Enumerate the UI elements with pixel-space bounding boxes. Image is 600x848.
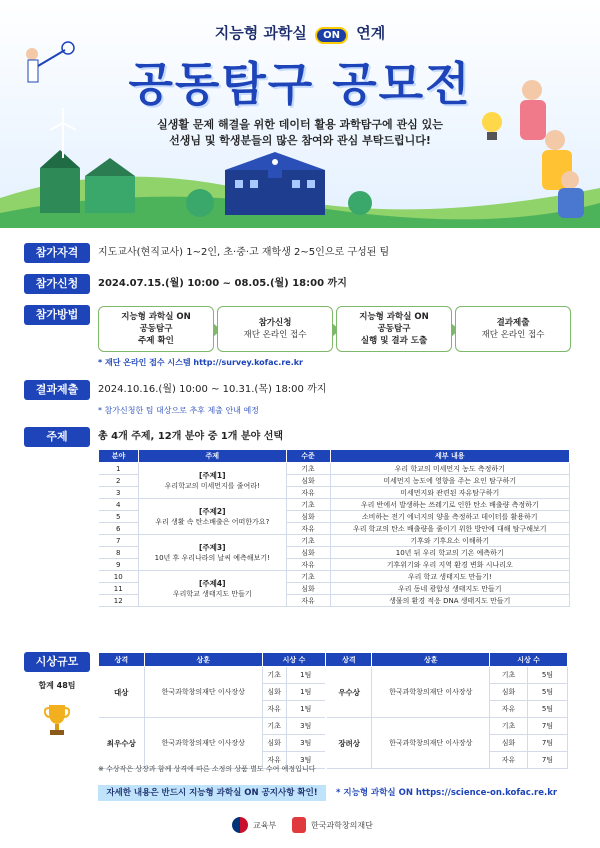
header-count-right: 시상 수 xyxy=(490,653,568,667)
topic-level: 기초 xyxy=(286,535,330,547)
topic-level: 자유 xyxy=(286,559,330,571)
header-grade-right: 상격 xyxy=(326,653,372,667)
topic-field-number: 1 xyxy=(99,463,139,475)
awards-label: 시상규모 xyxy=(24,652,90,672)
topic-row xyxy=(99,499,570,511)
step-1-line-2: 공동탐구 xyxy=(139,324,173,334)
method-steps xyxy=(98,306,568,352)
topic-field-number: 5 xyxy=(99,511,139,523)
step-1-line-3: 주제 확인 xyxy=(138,336,174,346)
desc-line-2: 선생님 및 학생분들의 많은 참여와 관심 부탁드립니다! xyxy=(169,134,431,147)
award-count: 5팀 xyxy=(528,667,568,684)
step-1 xyxy=(98,306,214,352)
topic-level: 심화 xyxy=(286,511,330,523)
eligibility-value: 지도교사(현직교사) 1~2인, 초·중·고 재학생 2~5인으로 구성된 팀 xyxy=(98,247,390,258)
topic-title: 우리 생활 속 탄소배출은 어떠한가요? xyxy=(155,517,270,526)
award-row xyxy=(99,718,568,735)
topic-field-number: 2 xyxy=(99,475,139,487)
step-4-line-1: 결과제출 xyxy=(496,318,530,328)
ministry-logo xyxy=(232,815,276,835)
award-prize: 한국과학창의재단 이사장상 xyxy=(144,667,262,718)
topics-summary: 총 4개 주제, 12개 분야 중 1개 분야 선택 xyxy=(98,431,284,442)
foundation-name: 한국과학창의재단 xyxy=(311,820,373,830)
topic-level: 심화 xyxy=(286,547,330,559)
eligibility-label: 참가자격 xyxy=(24,243,90,263)
award-count: 1팀 xyxy=(286,667,326,684)
science-on-link[interactable]: * 지능형 과학실 ON https://science-on.kofac.re.kr xyxy=(336,788,558,798)
topic-detail: 미세먼지와 관련된 자유탐구하기 xyxy=(330,487,570,499)
award-count: 1팀 xyxy=(286,684,326,701)
topics-row xyxy=(24,427,584,447)
topic-detail: 우리 학교의 미세먼지 농도 측정하기 xyxy=(330,463,570,475)
topic-title: 우리학교의 미세먼지를 줄여라! xyxy=(164,481,260,490)
submission-value: 2024.10.16.(월) 10:00 ~ 10.31.(목) 18:00 까지 xyxy=(98,384,327,395)
topic-detail: 기후와 기후요소 이해하기 xyxy=(330,535,570,547)
header-level: 수준 xyxy=(286,450,330,463)
application-row xyxy=(24,274,584,294)
ministry-name: 교육부 xyxy=(253,820,277,830)
step-1-line-1: 지능형 과학실 ON xyxy=(121,312,191,322)
topic-level: 심화 xyxy=(286,583,330,595)
trophy-icon xyxy=(44,703,70,739)
method-note[interactable]: * 재단 온라인 접수 시스템 http://survey.kofac.re.kr xyxy=(98,358,304,367)
topic-detail: 미세먼지 농도에 영향을 주는 요인 탐구하기 xyxy=(330,475,570,487)
award-level: 심화 xyxy=(490,735,528,752)
award-count: 5팀 xyxy=(528,701,568,718)
award-grade: 장려상 xyxy=(326,718,372,769)
topic-detail: 10년 뒤 우리 학교의 기온 예측하기 xyxy=(330,547,570,559)
topic-row xyxy=(99,463,570,475)
award-level: 심화 xyxy=(262,684,286,701)
topic-detail: 우리 학교의 탄소 배출량을 줄이기 위한 방안에 대해 탐구해보기 xyxy=(330,523,570,535)
step-3-line-1: 지능형 과학실 ON xyxy=(359,312,429,322)
award-level: 자유 xyxy=(262,752,286,769)
wind-turbine-icon xyxy=(48,108,78,158)
topic-detail: 생물의 환경 적응 DNA 생태지도 만들기 xyxy=(330,595,570,607)
topic-level: 기초 xyxy=(286,571,330,583)
header-count-left: 시상 수 xyxy=(262,653,326,667)
topic-level: 기초 xyxy=(286,499,330,511)
submission-note: * 참가신청한 팀 대상으로 추후 제출 안내 예정 xyxy=(98,406,259,415)
awards-footnote: ※ 수상작은 상장과 함께 상격에 따른 소정의 상품 별도 수여 예정입니다 xyxy=(98,765,316,773)
topic-row xyxy=(99,535,570,547)
award-level: 심화 xyxy=(262,735,286,752)
step-3-line-3: 실행 및 결과 도출 xyxy=(360,336,428,346)
topic-field-number: 11 xyxy=(99,583,139,595)
topic-tag: [주제2] xyxy=(198,506,226,516)
topic-field-number: 6 xyxy=(99,523,139,535)
award-level: 기초 xyxy=(262,667,286,684)
application-label: 참가신청 xyxy=(24,274,90,294)
award-grade: 대상 xyxy=(99,667,145,718)
award-count: 7팀 xyxy=(528,718,568,735)
topic-field-number: 8 xyxy=(99,547,139,559)
ministry-emblem-icon xyxy=(232,817,248,833)
awards-total: 합계 48팀 xyxy=(38,681,76,690)
topic-detail: 우리 반에서 발생하는 쓰레기로 인한 탄소 배출량 측정하기 xyxy=(330,499,570,511)
award-count: 3팀 xyxy=(286,735,326,752)
award-level: 자유 xyxy=(490,752,528,769)
topic-field-number: 10 xyxy=(99,571,139,583)
topic-detail: 우리 동네 광합성 생태지도 만들기 xyxy=(330,583,570,595)
header-field: 분야 xyxy=(99,450,139,463)
topic-cell xyxy=(138,535,286,571)
award-grade: 최우수상 xyxy=(99,718,145,769)
award-prize: 한국과학창의재단 이사장상 xyxy=(372,667,490,718)
award-count: 7팀 xyxy=(528,735,568,752)
award-count: 1팀 xyxy=(286,701,326,718)
topic-detail: 기후위기와 우리 지역 환경 변화 시나리오 xyxy=(330,559,570,571)
scientist-illustration xyxy=(470,70,590,220)
award-level: 자유 xyxy=(262,701,286,718)
topic-field-number: 7 xyxy=(99,535,139,547)
header-prize-right: 상훈 xyxy=(372,653,490,667)
topic-title: 10년 후 우리나라의 날씨 예측해보기! xyxy=(154,553,270,562)
topic-cell xyxy=(138,571,286,607)
hero-banner xyxy=(0,0,600,228)
header-grade-left: 상격 xyxy=(99,653,145,667)
award-level: 기초 xyxy=(262,718,286,735)
foundation-emblem-icon xyxy=(292,817,306,833)
awards-header-row xyxy=(99,653,568,667)
topic-title: 우리학교 생태지도 만들기 xyxy=(172,589,252,598)
topics-label: 주제 xyxy=(24,427,90,447)
topic-cell xyxy=(138,499,286,535)
topic-level: 자유 xyxy=(286,595,330,607)
footer-logos xyxy=(0,815,600,835)
header-prize-left: 상훈 xyxy=(144,653,262,667)
topic-detail: 소비하는 전기 에너지의 양을 측정하고 데이터를 활용하기 xyxy=(330,511,570,523)
topic-field-number: 3 xyxy=(99,487,139,499)
explorer-illustration xyxy=(20,40,80,90)
topic-level: 기초 xyxy=(286,463,330,475)
step-3-line-2: 공동탐구 xyxy=(377,324,411,334)
award-count: 7팀 xyxy=(528,752,568,769)
step-2 xyxy=(217,306,333,352)
step-2-line-2: 재단 온라인 접수 xyxy=(243,330,307,340)
topics-header-row xyxy=(99,450,570,463)
award-count: 5팀 xyxy=(528,684,568,701)
award-level: 자유 xyxy=(490,701,528,718)
header-topic: 주제 xyxy=(138,450,286,463)
topic-field-number: 4 xyxy=(99,499,139,511)
topic-field-number: 9 xyxy=(99,559,139,571)
notice-banner: 자세한 내용은 반드시 지능형 과학실 ON 공지사항 확인! xyxy=(98,785,326,801)
topic-field-number: 12 xyxy=(99,595,139,607)
topic-level: 자유 xyxy=(286,487,330,499)
topic-cell xyxy=(138,463,286,499)
step-4 xyxy=(455,306,571,352)
topics-table xyxy=(98,449,570,607)
topic-detail: 우리 학교 생태지도 만들기! xyxy=(330,571,570,583)
award-prize: 한국과학창의재단 이사장상 xyxy=(372,718,490,769)
hero-subtitle xyxy=(0,22,600,44)
award-level: 기초 xyxy=(490,718,528,735)
subtitle-text: 지능형 과학실 xyxy=(214,24,307,42)
award-count: 3팀 xyxy=(286,752,326,769)
awards-table xyxy=(98,652,568,769)
award-count: 3팀 xyxy=(286,718,326,735)
page-title: 공동탐구 공모전 xyxy=(128,57,472,111)
on-badge: ON xyxy=(315,27,348,44)
subtitle-suffix: 연계 xyxy=(356,24,386,42)
topics-table-body xyxy=(99,463,570,607)
award-level: 기초 xyxy=(490,667,528,684)
foundation-logo xyxy=(292,815,373,835)
topic-tag: [주제3] xyxy=(198,542,226,552)
eligibility-row xyxy=(24,243,584,263)
method-label: 참가방법 xyxy=(24,305,90,325)
header-detail: 세부 내용 xyxy=(330,450,570,463)
topic-tag: [주제1] xyxy=(198,470,226,480)
step-3 xyxy=(336,306,452,352)
desc-line-1: 실생활 문제 해결을 위한 데이터 활용 과학탐구에 관심 있는 xyxy=(157,118,443,131)
award-prize: 한국과학창의재단 이사장상 xyxy=(144,718,262,769)
topic-tag: [주제4] xyxy=(198,578,226,588)
award-level: 심화 xyxy=(490,684,528,701)
topic-level: 자유 xyxy=(286,523,330,535)
step-4-line-2: 재단 온라인 접수 xyxy=(481,330,545,340)
awards-table-body xyxy=(99,667,568,769)
step-2-line-1: 참가신청 xyxy=(258,318,292,328)
topic-level: 심화 xyxy=(286,475,330,487)
topic-row xyxy=(99,571,570,583)
award-grade: 우수상 xyxy=(326,667,372,718)
submission-label: 결과제출 xyxy=(24,380,90,400)
award-row xyxy=(99,667,568,684)
application-value: 2024.07.15.(월) 10:00 ~ 08.05.(월) 18:00 까지 xyxy=(98,278,347,289)
submission-row xyxy=(24,380,584,400)
